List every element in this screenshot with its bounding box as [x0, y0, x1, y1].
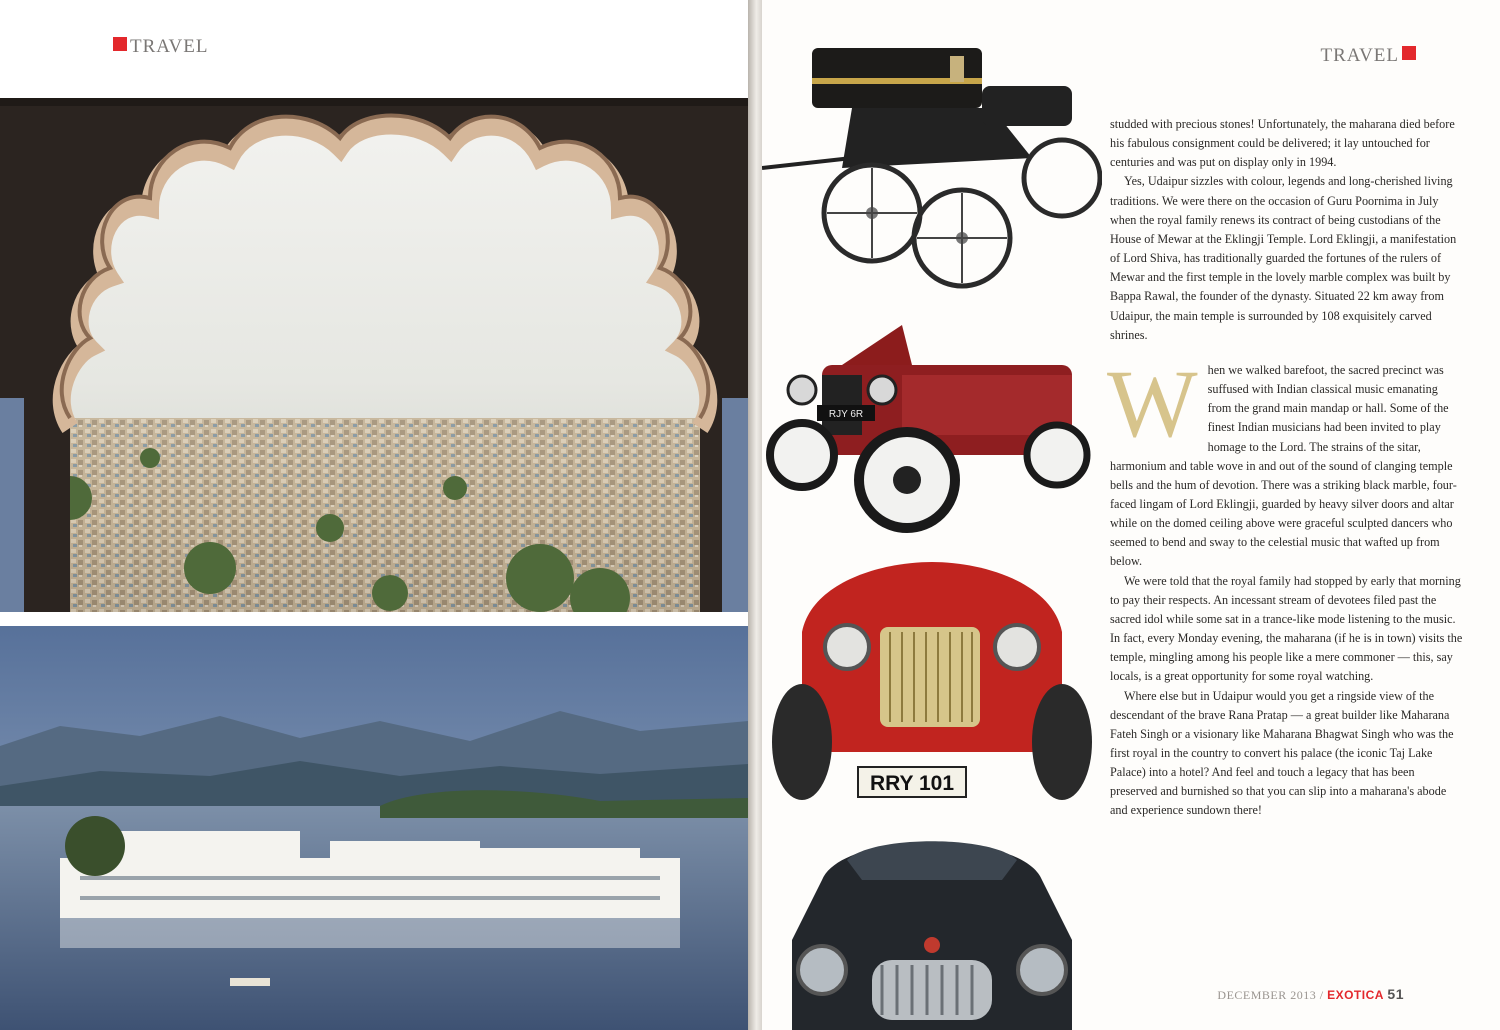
article-paragraph-dropcap [1107, 349, 1463, 572]
left-page [0, 0, 748, 1030]
section-label [1321, 45, 1416, 67]
right-page [762, 0, 1500, 1030]
spine-gutter [748, 0, 762, 1030]
section-label [113, 36, 208, 58]
photo-red-vintage-convertible [762, 305, 1102, 550]
license-plate-text: RRY 101 [869, 772, 955, 795]
red-convertible-illustration [762, 305, 1102, 550]
article-paragraph-text: hen we walked barefoot, the sacred precinct was suffused with Indian classical music emanating from the grand main mandap or hall. Some of the finest Indian musicians had been invited to play homage to the Lord. The strains of the sitar, harmonium and table wove in and out of the sound of clanging temple bells and the hum of devotion. There was a striking black marble, four-faced lingam of Lord Eklingji, guarded by heavy silver doors and altar while on the domed ceiling above were graceful sculpted dancers who seemed to bend and sway to the celestial music that wafted up from below. [1110, 362, 1457, 569]
section-label-text: TRAVEL [130, 36, 209, 57]
article-paragraph: We were told that the royal family had stopped by early that morning to pay their respects. An incessant stream of devotees filed past the sacred idol while some sat in a trance-like mode listening to the music. In fact, every Monday evening, the maharana (if he is in town) visits the temple, mingling among his people like a mere commoner — this, say locals, is a great opportunity for some royal watching. [1110, 573, 1463, 684]
article-paragraph: studded with precious stones! Unfortunately, the maharana died before his fabulous consignment could be delivered; it lay untouched for centuries and was put on display only in 1994. [1110, 117, 1455, 170]
red-square-marker [113, 37, 127, 51]
carriage-illustration [762, 8, 1102, 293]
city-arch-illustration [0, 98, 748, 612]
article-body [1107, 115, 1463, 821]
photo-black-vintage-sedan [762, 820, 1102, 1030]
photo-lake-palace [0, 626, 748, 1030]
black-sedan-illustration [762, 820, 1102, 1030]
page-number: 51 [1387, 986, 1404, 1002]
article-paragraph: Yes, Udaipur sizzles with colour, legends and long-cherished living traditions. We were there on the occasion of Guru Poornima in July when the royal family renews its contract of being custodians of the House of Mewar at the Eklingji Temple. Lord Eklingji, a manifestation of Lord Shiva, has traditionally guarded the fortunes of the rulers of Mewar and the first temple in the lovely marble complex was built by Bappa Rawal, the founder of the dynasty. Situated 22 km away from Udaipur, the main temple is surrounded by 108 exquisitely carved shrines. [1110, 174, 1457, 342]
issue-date: DECEMBER 2013 / [1217, 988, 1328, 1002]
license-plate-text: RJY 6R [828, 409, 864, 420]
article-paragraph: Where else but in Udaipur would you get a ringside view of the descendant of the brave Rana Pratap — a great builder like Maharana Fateh Singh or a visionary like Maharana Bhagwat Singh who was the first royal in the country to convert his palace (the iconic Taj Lake Palace) into a hotel? And feel and touch a legacy that has been preserved and burnished so that you can slip into a maharana's abode and experience sundown there! [1110, 688, 1454, 818]
lake-palace-illustration [0, 626, 748, 1030]
photo-city-through-arch [0, 98, 748, 612]
photo-horse-carriage [762, 8, 1102, 293]
drop-cap: W [1107, 349, 1198, 457]
red-square-marker [1402, 46, 1416, 60]
page-footer [1217, 986, 1404, 1003]
magazine-name: EXOTICA [1327, 988, 1384, 1002]
mg-roadster-illustration [762, 552, 1102, 807]
section-label-text: TRAVEL [1320, 45, 1399, 66]
photo-red-mg-roadster [762, 552, 1102, 807]
